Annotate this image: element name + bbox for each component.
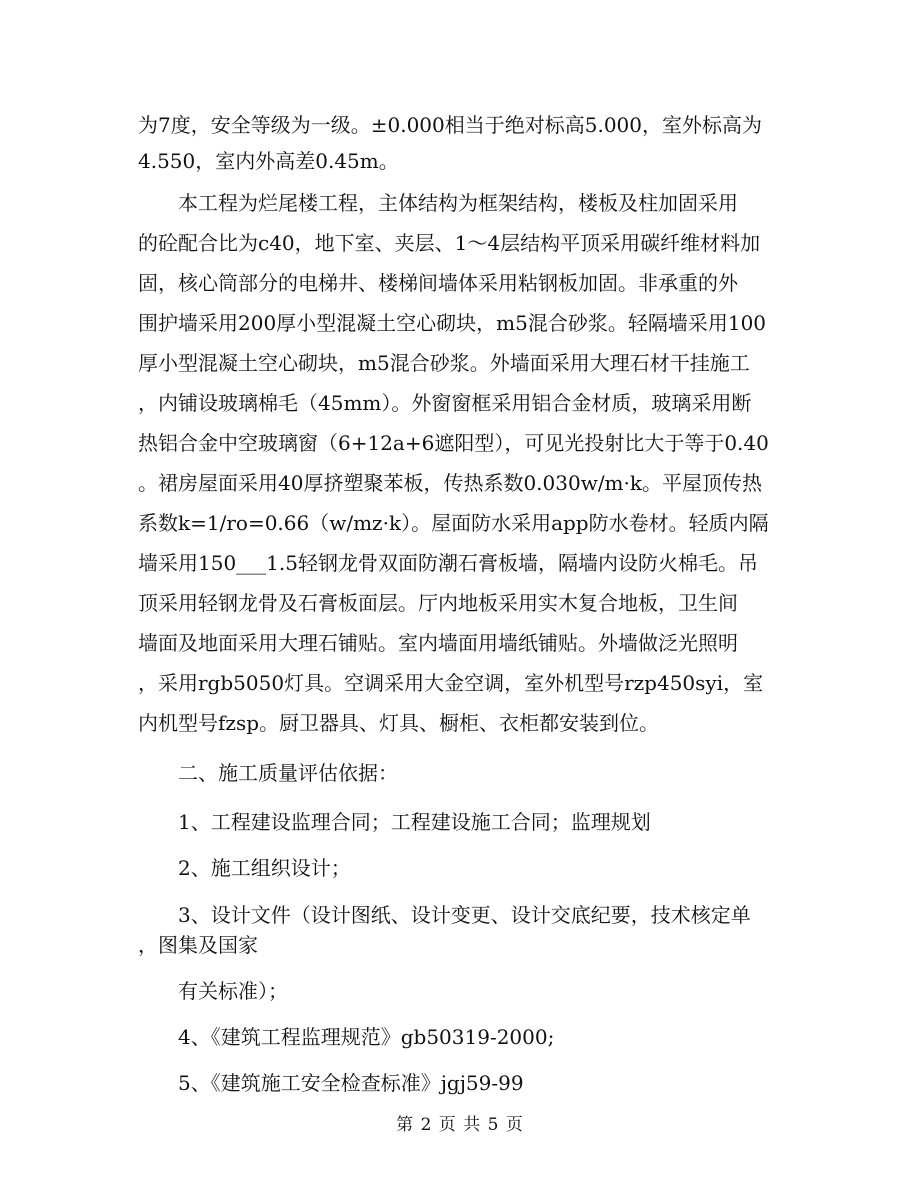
text-line: 的砼配合比为c40，地下室、夹层、1～4层结构平顶采用碳纤维材料加 — [138, 231, 761, 255]
page-number-footer: 第 2 页 共 5 页 — [396, 1115, 524, 1135]
section-heading: 二、施工质量评估依据： — [178, 761, 398, 785]
text-line: 围护墙采用200厚小型混凝土空心砌块，m5混合砂浆。轻隔墙采用100 — [138, 311, 767, 335]
text-line: 系数k=1/ro=0.66（w/mz·k）。屋面防水采用app防水卷材。轻质内隔 — [138, 511, 769, 535]
list-item: 4、《建筑工程监理规范》gb50319-2000; — [178, 1025, 555, 1049]
text-line: 。裙房屋面采用40厚挤塑聚苯板，传热系数0.030w/m·k。平屋顶传热 — [138, 471, 763, 495]
text-line: ，内铺设玻璃棉毛（45mm）。外窗窗框采用铝合金材质，玻璃采用断 — [138, 391, 752, 415]
text-line: 内机型号fzsp。厨卫器具、灯具、橱柜、衣柜都安装到位。 — [138, 711, 660, 735]
list-item: 2、施工组织设计； — [178, 856, 351, 880]
text-line: 墙采用150___1.5轻钢龙骨双面防潮石膏板墙，隔墙内设防火棉毛。吊 — [138, 551, 758, 575]
list-item: 3、设计文件（设计图纸、设计变更、设计交底纪要，技术核定单 — [178, 903, 751, 927]
text-line: 厚小型混凝土空心砌块，m5混合砂浆。外墙面采用大理石材干挂施工 — [138, 351, 750, 375]
text-line: 4.550，室内外高差0.45m。 — [138, 149, 399, 173]
text-line: 固，核心筒部分的电梯井、楼梯间墙体采用粘钢板加固。非承重的外 — [138, 271, 738, 295]
text-line: 墙面及地面采用大理石铺贴。室内墙面用墙纸铺贴。外墙做泛光照明 — [138, 631, 738, 655]
text-line: ，图集及国家 — [138, 933, 258, 957]
list-item: 5、《建筑施工安全检查标准》jgj59-99 — [178, 1071, 524, 1095]
text-line: 为7度，安全等级为一级。±0.000相当于绝对标高5.000，室外标高为 — [138, 113, 762, 137]
paragraph-first-line: 本工程为烂尾楼工程，主体结构为框架结构，楼板及柱加固采用 — [178, 191, 738, 215]
text-line: 顶采用轻钢龙骨及石膏板面层。厅内地板采用实木复合地板，卫生间 — [138, 591, 738, 615]
text-line: ，采用rgb5050灯具。空调采用大金空调，室外机型号rzp450syi，室 — [138, 671, 764, 695]
list-item: 1、工程建设监理合同；工程建设施工合同；监理规划 — [178, 810, 651, 834]
text-line: 有关标准）； — [178, 979, 288, 1003]
text-line: 热铝合金中空玻璃窗（6+12a+6遮阳型），可见光投射比大于等于0.40 — [138, 431, 769, 455]
